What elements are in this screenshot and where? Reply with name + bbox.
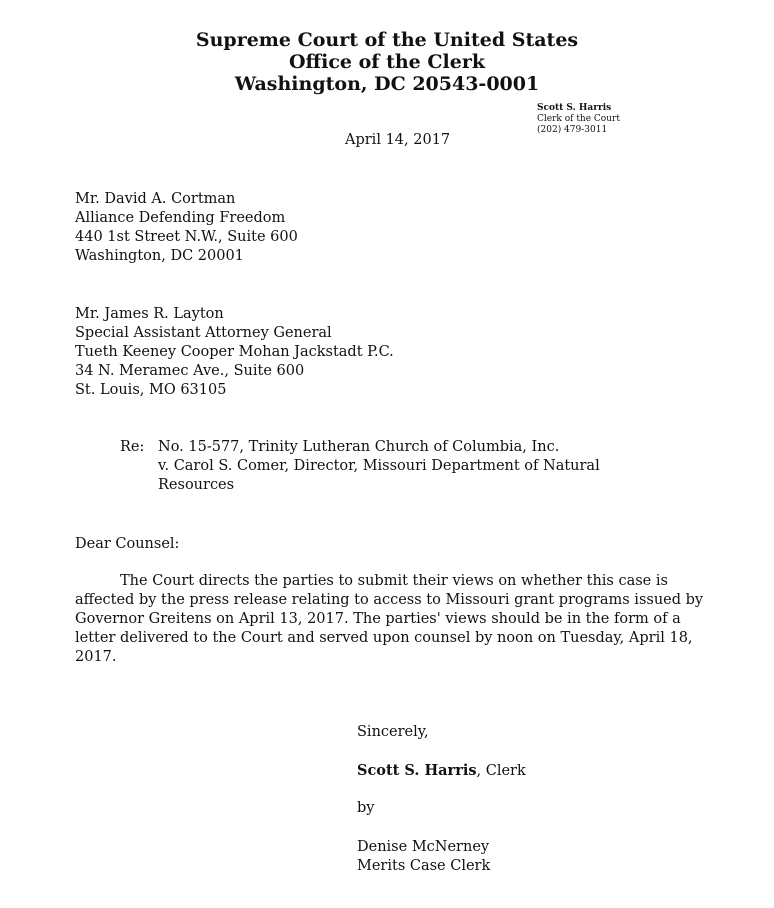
re-line-3: Resources (158, 477, 235, 493)
closing-signer (357, 761, 526, 781)
letterhead-court-name: Supreme Court of the United States (195, 29, 579, 51)
deputy-name: Denise McNerney (357, 839, 490, 855)
letterhead-office: Office of the Clerk (289, 51, 485, 73)
body-line-1-text: The Court directs the parties to submit their views on whether this case is (120, 573, 668, 589)
recipient-2-city: St. Louis, MO 63105 (75, 382, 227, 398)
signer-suffix: , Clerk (476, 763, 526, 779)
body-line-1 (75, 572, 715, 591)
clerk-phone: (202) 479-3011 (537, 125, 608, 135)
clerk-name: Scott S. Harris (537, 103, 612, 113)
letterhead-address: Washington, DC 20543-0001 (234, 73, 540, 95)
closing-sincerely: Sincerely, (357, 724, 429, 740)
re-label: Re: (120, 439, 145, 455)
salutation: Dear Counsel: (75, 536, 180, 552)
re-line-1: No. 15-577, Trinity Lutheran Church of Columbia, Inc. (158, 439, 560, 455)
body-line-4: letter delivered to the Court and served upon counsel by noon on Tuesday, April 18, (75, 630, 693, 646)
recipient-1-street: 440 1st Street N.W., Suite 600 (75, 229, 298, 245)
recipient-1-city: Washington, DC 20001 (75, 248, 244, 264)
body-line-2: affected by the press release relating to access to Missouri grant programs issued by (75, 592, 704, 608)
recipient-2-name: Mr. James R. Layton (75, 306, 224, 322)
recipient-2-title: Special Assistant Attorney General (75, 325, 332, 341)
recipient-2-firm: Tueth Keeney Cooper Mohan Jackstadt P.C. (75, 344, 394, 360)
recipient-1-org: Alliance Defending Freedom (75, 210, 286, 226)
re-line-2: v. Carol S. Comer, Director, Missouri Department of Natural (158, 458, 600, 474)
recipient-2-street: 34 N. Meramec Ave., Suite 600 (75, 363, 305, 379)
deputy-title: Merits Case Clerk (357, 858, 491, 874)
signer-name: Scott S. Harris (357, 762, 477, 779)
closing-by: by (357, 800, 375, 816)
recipient-1-name: Mr. David A. Cortman (75, 191, 236, 207)
body-line-3: Governor Greitens on April 13, 2017. The parties' views should be in the form of a (75, 611, 681, 627)
body-line-5: 2017. (75, 649, 117, 665)
letter-date: April 14, 2017 (345, 132, 451, 148)
clerk-title: Clerk of the Court (537, 114, 620, 124)
